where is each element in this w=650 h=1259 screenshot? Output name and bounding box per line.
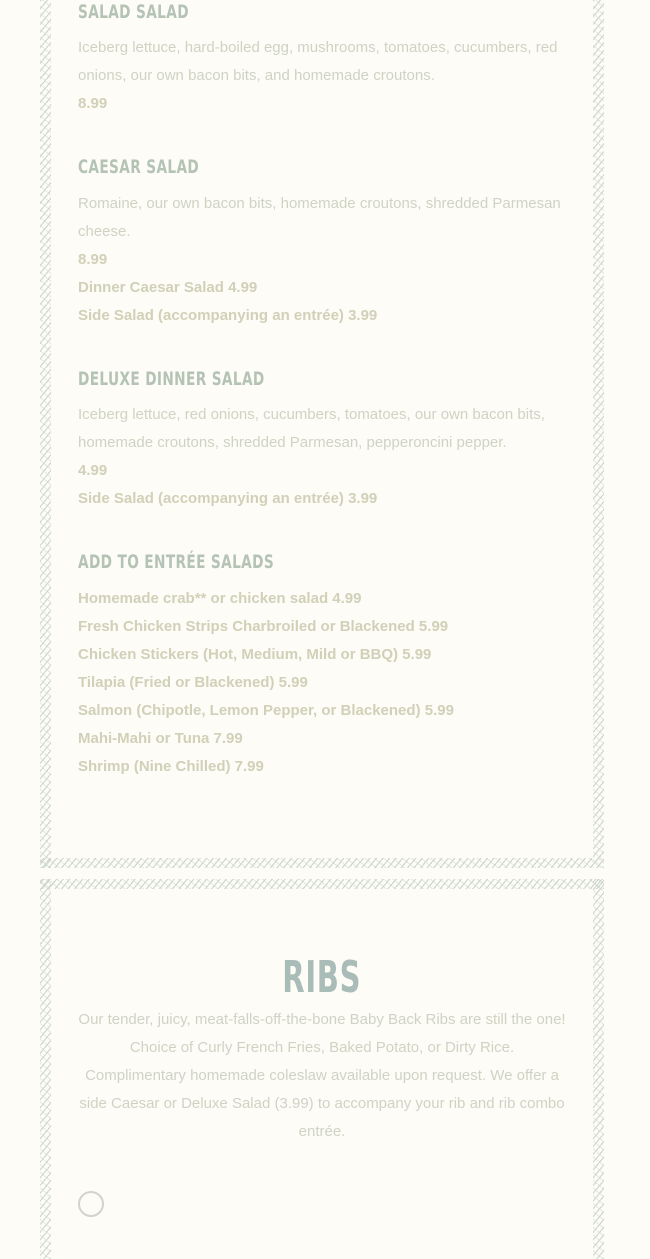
item-title: SALAD SALAD xyxy=(78,1,189,23)
item-extra-price: Side Salad (accompanying an entrée) 3.99 xyxy=(78,307,378,324)
menu-item-salad-salad xyxy=(78,0,573,118)
ribs-panel xyxy=(40,879,604,1259)
section-heading-text: RIBS xyxy=(282,952,362,1003)
circle-icon xyxy=(78,1191,104,1217)
salads-panel xyxy=(40,0,604,868)
item-title: CAESAR SALAD xyxy=(78,156,200,178)
item-description: Romaine, our own bacon bits, homemade croutons, shredded Parmesan cheese. xyxy=(78,195,561,240)
panel-border-top xyxy=(40,879,604,889)
addon-item: Chicken Stickers (Hot, Medium, Mild or BBQ) 5.99 xyxy=(78,646,432,663)
addon-item: Salmon (Chipotle, Lemon Pepper, or Blackened) 5.99 xyxy=(78,702,454,719)
panel-border-left xyxy=(40,0,51,868)
item-description: Iceberg lettuce, red onions, cucumbers, tomatoes, our own bacon bits, homemade croutons, shredded Parmesan, pepperoncini pepper. xyxy=(78,406,545,451)
panel-border-right xyxy=(593,879,604,1259)
item-price: 8.99 xyxy=(78,251,108,268)
item-extra-price: Side Salad (accompanying an entrée) 3.99 xyxy=(78,490,378,507)
panel-border-bottom xyxy=(40,858,604,868)
item-title: ADD TO ENTRÉE SALADS xyxy=(78,551,275,573)
item-extra-price: Dinner Caesar Salad 4.99 xyxy=(78,279,258,296)
menu-item-caesar-salad xyxy=(78,155,573,330)
section-heading xyxy=(40,950,604,1006)
panel-border-right xyxy=(593,0,604,868)
item-price: 8.99 xyxy=(78,95,108,112)
menu-item-add-to-entree-salads xyxy=(78,550,573,781)
item-price: 4.99 xyxy=(78,462,108,479)
section-description: Our tender, juicy, meat-falls-off-the-bone Baby Back Ribs are still the one! Choice of Curly French Fries, Baked Potato, or Dirty Rice. Complimentary homemade coleslaw available upon request. We offer a side Caesar or Deluxe Salad (3.99) to accompany your rib and rib combo entrée. xyxy=(78,1011,566,1140)
item-description: Iceberg lettuce, hard-boiled egg, mushrooms, tomatoes, cucumbers, red onions, our own bacon bits, and homemade croutons. xyxy=(78,39,558,84)
addon-item: Homemade crab** or chicken salad 4.99 xyxy=(78,590,362,607)
addon-item: Shrimp (Nine Chilled) 7.99 xyxy=(78,758,264,775)
menu-item-deluxe-dinner-salad xyxy=(78,367,573,513)
addon-item: Fresh Chicken Strips Charbroiled or Blackened 5.99 xyxy=(78,618,449,635)
addon-item: Tilapia (Fried or Blackened) 5.99 xyxy=(78,674,308,691)
addon-item: Mahi-Mahi or Tuna 7.99 xyxy=(78,730,243,747)
panel-border-left xyxy=(40,879,51,1259)
item-title: DELUXE DINNER SALAD xyxy=(78,368,265,390)
addon-list xyxy=(78,585,573,781)
